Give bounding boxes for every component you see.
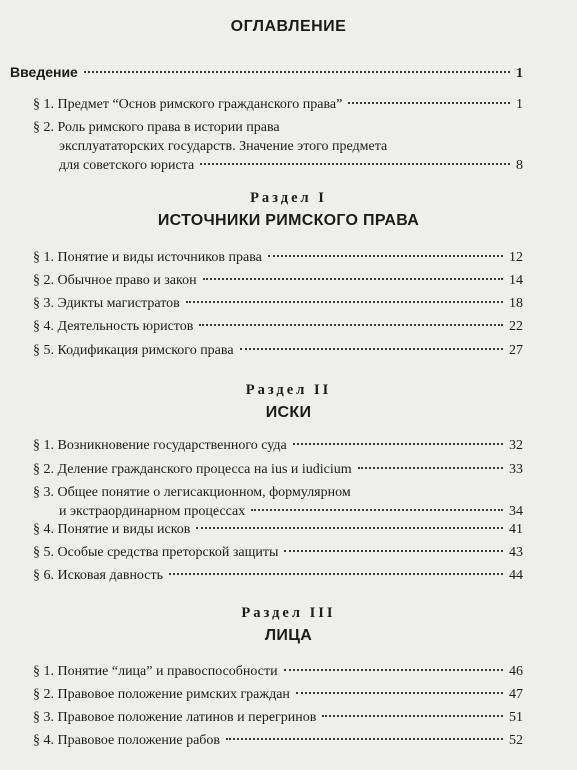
toc-entry-text: § 4. Деятельность юристов [33, 319, 194, 334]
dot-leader [296, 692, 503, 694]
toc-entry-text-line: § 2. Роль римского права в истории права [33, 120, 280, 135]
toc-entry-text: для советского юриста [59, 158, 195, 173]
toc-entry-page: 52 [509, 733, 523, 748]
toc-entry-text: § 2. Обычное право и закон [33, 273, 197, 288]
section-label: Раздел I [250, 190, 327, 206]
toc-entry-text: § 5. Кодификация римского права [33, 343, 234, 358]
dot-leader [200, 163, 510, 165]
dot-leader [348, 102, 510, 104]
toc-entry-page: 8 [516, 158, 523, 173]
toc-entry-text: § 2. Правовое положение римских граждан [33, 687, 290, 702]
dot-leader [169, 573, 503, 575]
toc-entry-page: 27 [509, 343, 523, 358]
toc-entry-page: 22 [509, 319, 523, 334]
toc-entry-text: Введение [10, 64, 78, 80]
toc-entry-page: 12 [509, 250, 523, 265]
dot-leader [358, 467, 503, 469]
dot-leader [251, 509, 503, 511]
dot-leader [240, 348, 503, 350]
dot-leader [199, 324, 503, 326]
section-title: ИСКИ [265, 404, 312, 421]
toc-entry-page: 34 [509, 504, 523, 519]
toc-entry-page: 43 [509, 545, 523, 560]
toc-entry-text: § 1. Предмет “Основ римского гражданского права” [33, 97, 343, 112]
toc-entry-page: 18 [509, 296, 523, 311]
dot-leader [284, 669, 503, 671]
toc-entry-text: § 1. Понятие и виды источников права [33, 250, 262, 265]
toc-entry-text: § 4. Правовое положение рабов [33, 733, 221, 748]
section-title: ЛИЦА [264, 627, 313, 644]
toc-entry-page: 44 [509, 568, 523, 583]
toc-entry-text: § 1. Возникновение государственного суда [33, 438, 287, 453]
dot-leader [293, 443, 503, 445]
toc-entry-page: 14 [509, 273, 523, 288]
toc-entry-text: § 1. Понятие “лица” и правоспособности [33, 664, 278, 679]
section-label: Раздел III [241, 605, 336, 621]
toc-entry-page: 47 [509, 687, 523, 702]
dot-leader [268, 255, 503, 257]
toc-entry-text: § 6. Исковая давность [33, 568, 163, 583]
toc-entry-text: § 3. Эдикты магистратов [33, 296, 180, 311]
dot-leader [284, 550, 503, 552]
toc-entry-page: 51 [509, 710, 523, 725]
dot-leader [186, 301, 503, 303]
toc-title: ОГЛАВЛЕНИЕ [230, 18, 347, 35]
toc-entry-text: § 4. Понятие и виды исков [33, 522, 191, 537]
dot-leader [84, 71, 510, 73]
toc-entry-text: § 3. Правовое положение латинов и перегринов [33, 710, 317, 725]
toc-entry-text: § 2. Деление гражданского процесса на ius и iudicium [33, 462, 352, 477]
toc-entry-page: 32 [509, 438, 523, 453]
dot-leader [226, 738, 503, 740]
section-label: Раздел II [245, 382, 332, 398]
toc-entry-text: и экстраординарном процессах [59, 504, 246, 519]
dot-leader [203, 278, 503, 280]
toc-entry-page: 46 [509, 664, 523, 679]
toc-entry-text: § 5. Особые средства преторской защиты [33, 545, 279, 560]
toc-entry-text-line: § 3. Общее понятие о легисакционном, формулярном [33, 485, 351, 500]
toc-entry-page: 1 [516, 97, 523, 112]
section-title: ИСТОЧНИКИ РИМСКОГО ПРАВА [157, 212, 420, 229]
toc-entry-page: 1 [516, 66, 523, 81]
toc-entry-text-line: эксплуататорских государств. Значение этого предмета [59, 139, 388, 154]
dot-leader [322, 715, 503, 717]
toc-entry-page: 33 [509, 462, 523, 477]
dot-leader [196, 527, 503, 529]
toc-entry-page: 41 [509, 522, 523, 537]
